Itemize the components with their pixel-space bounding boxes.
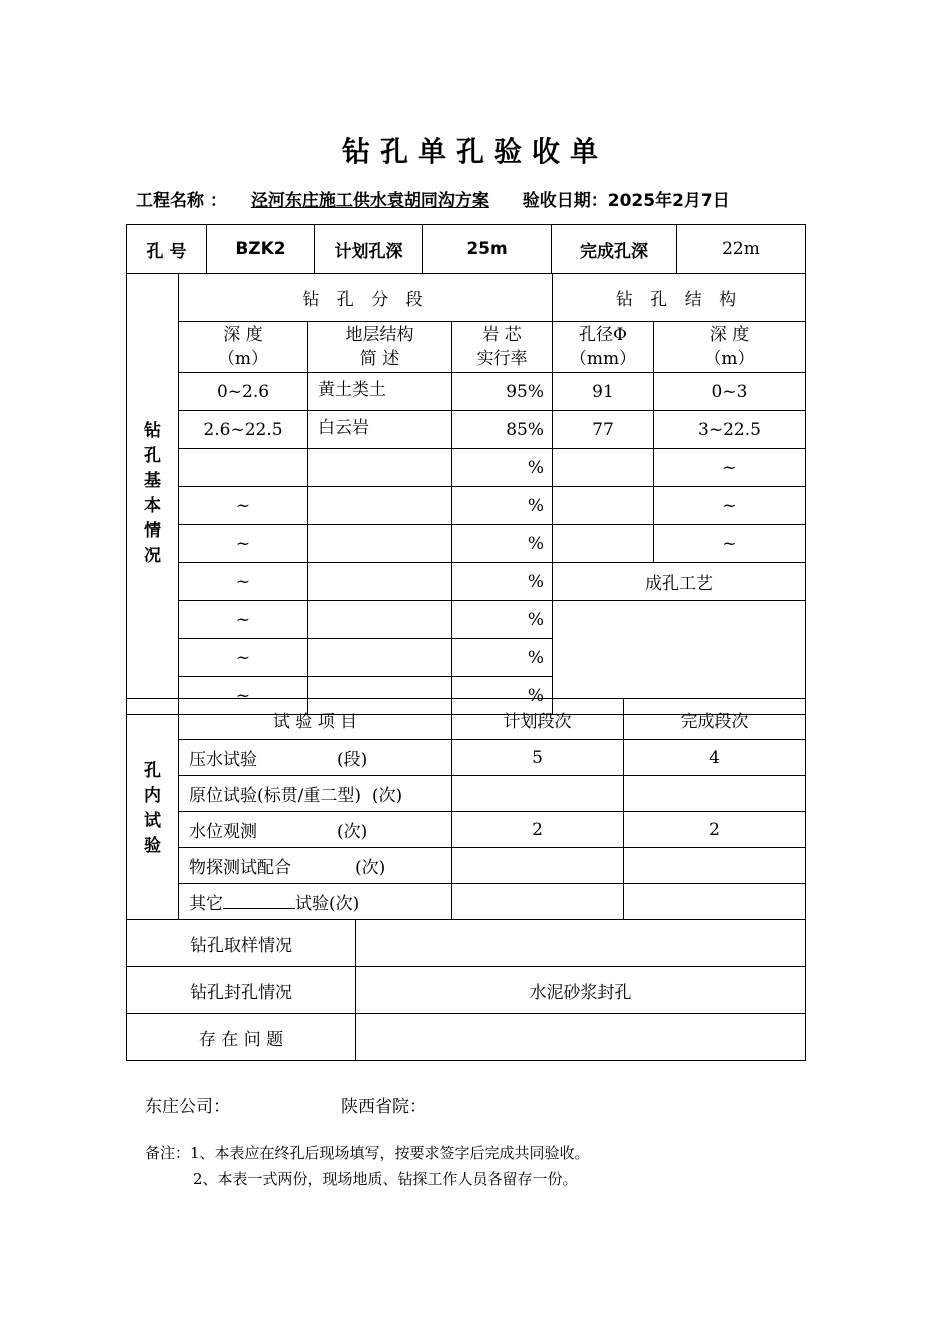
completed-depth-label: 完成孔深: [552, 225, 677, 274]
issues-label: 存 在 问 题: [127, 1014, 356, 1061]
planned-cell[interactable]: [452, 848, 624, 884]
col-strata-header: 地层结构 简 述: [308, 322, 452, 373]
col-item-header: 试 验 项 目: [179, 699, 452, 740]
col-done-header: 完成段次: [624, 699, 806, 740]
table-row: [127, 967, 806, 1014]
core-cell[interactable]: 85%: [452, 411, 553, 449]
strata-cell[interactable]: 黄土类土: [308, 373, 452, 411]
depth-cell[interactable]: ~: [179, 487, 308, 525]
depth-cell[interactable]: [179, 449, 308, 487]
planned-cell[interactable]: [452, 884, 624, 920]
col-struct-depth-header: 深 度 （m）: [654, 322, 806, 373]
strata-cell[interactable]: [308, 563, 452, 601]
sealing-label: 钻孔封孔情况: [127, 967, 356, 1014]
date-value: 2025年2月7日: [607, 191, 730, 211]
struct-depth-cell[interactable]: ~: [654, 449, 806, 487]
date-label: 验收日期：: [522, 191, 608, 211]
header-row: [127, 225, 806, 274]
tests-side-label: 孔 内 试 验: [127, 699, 179, 920]
done-cell[interactable]: [624, 884, 806, 920]
note-line-2: 2、本表一式两份，现场地质、钻探工作人员各留存一份。: [193, 1170, 578, 1188]
table-row: [127, 601, 806, 639]
struct-depth-cell[interactable]: 0~3: [654, 373, 806, 411]
table-row: [127, 920, 806, 967]
test-item-cell: 水位观测 (次): [179, 812, 452, 848]
strata-cell[interactable]: [308, 639, 452, 677]
basic-info-table: [126, 273, 806, 715]
planned-cell[interactable]: 5: [452, 740, 624, 776]
planned-cell[interactable]: [452, 776, 624, 812]
table-row: [127, 812, 806, 848]
sampling-label: 钻孔取样情况: [127, 920, 356, 967]
table-row: [127, 740, 806, 776]
page-title: 钻孔单孔验收单: [341, 135, 608, 168]
note-line-1: 备注：1、本表应在终孔后现场填写，按要求签字后完成共同验收。: [145, 1144, 590, 1162]
col-core-header: 岩 芯 实行率: [452, 322, 553, 373]
test-item-cell: 压水试验 (段): [179, 740, 452, 776]
core-cell[interactable]: %: [452, 449, 553, 487]
struct-depth-cell[interactable]: ~: [654, 525, 806, 563]
done-cell[interactable]: 4: [624, 740, 806, 776]
depth-cell[interactable]: 2.6~22.5: [179, 411, 308, 449]
section-header: 钻 孔 分 段: [179, 274, 553, 322]
col-planned-header: 计划段次: [452, 699, 624, 740]
test-item-cell: 其它 试验(次): [179, 884, 452, 920]
project-name: 泾河东庄施工供水袁胡同沟方案: [250, 191, 489, 211]
col-diameter-header: 孔径Φ （mm）: [553, 322, 654, 373]
table-row: [127, 848, 806, 884]
hole-no-value[interactable]: BZK2: [207, 225, 315, 274]
completed-depth-value[interactable]: 22m: [677, 225, 806, 274]
col-depth-header: 深 度 （m）: [179, 322, 308, 373]
signature-line: [145, 1092, 426, 1117]
diameter-cell[interactable]: 91: [553, 373, 654, 411]
test-item-cell: 物探测试配合 (次): [179, 848, 452, 884]
process-label: 成孔工艺: [553, 563, 806, 601]
depth-cell[interactable]: ~: [179, 677, 308, 715]
core-cell[interactable]: %: [452, 563, 553, 601]
header-table: [126, 224, 806, 274]
test-item-cell: 原位试验(标贯/重二型) (次): [179, 776, 452, 812]
issues-value[interactable]: [356, 1014, 806, 1061]
depth-cell[interactable]: ~: [179, 563, 308, 601]
project-label: 工程名称 ：: [136, 191, 227, 211]
hole-no-label: 孔 号: [127, 225, 207, 274]
structure-header: 钻 孔 结 构: [553, 274, 806, 322]
company-signature-label: 东庄公司：: [145, 1097, 230, 1117]
table-row: [127, 1014, 806, 1061]
planned-cell[interactable]: 2: [452, 812, 624, 848]
table-row: [127, 563, 806, 601]
table-row: [127, 525, 806, 563]
diameter-cell[interactable]: [553, 525, 654, 563]
strata-cell[interactable]: [308, 601, 452, 639]
project-info-line: [136, 186, 796, 211]
table-row: [127, 449, 806, 487]
done-cell[interactable]: [624, 848, 806, 884]
basic-side-label: 钻 孔 基 本 情 况: [127, 274, 179, 715]
diameter-cell[interactable]: [553, 449, 654, 487]
planned-depth-value[interactable]: 25m: [423, 225, 552, 274]
table-row: [127, 884, 806, 920]
done-cell[interactable]: 2: [624, 812, 806, 848]
strata-cell[interactable]: [308, 449, 452, 487]
strata-cell[interactable]: 白云岩: [308, 411, 452, 449]
strata-cell[interactable]: [308, 487, 452, 525]
sampling-value[interactable]: [356, 920, 806, 967]
notes: [145, 1140, 590, 1192]
core-cell[interactable]: %: [452, 639, 553, 677]
core-cell[interactable]: %: [452, 601, 553, 639]
sealing-value[interactable]: 水泥砂浆封孔: [356, 967, 806, 1014]
table-row: [127, 373, 806, 411]
diameter-cell[interactable]: [553, 487, 654, 525]
struct-depth-cell[interactable]: ~: [654, 487, 806, 525]
core-cell[interactable]: 95%: [452, 373, 553, 411]
depth-cell[interactable]: ~: [179, 639, 308, 677]
other-test-blank[interactable]: [223, 894, 295, 909]
struct-depth-cell[interactable]: 3~22.5: [654, 411, 806, 449]
summary-table: [126, 919, 806, 1061]
tests-table: [126, 698, 806, 920]
diameter-cell[interactable]: 77: [553, 411, 654, 449]
core-cell[interactable]: %: [452, 487, 553, 525]
done-cell[interactable]: [624, 776, 806, 812]
strata-cell[interactable]: [308, 525, 452, 563]
table-row: [127, 487, 806, 525]
depth-cell[interactable]: ~: [179, 525, 308, 563]
table-row: [127, 411, 806, 449]
planned-depth-label: 计划孔深: [315, 225, 423, 274]
depth-cell[interactable]: 0~2.6: [179, 373, 308, 411]
depth-cell[interactable]: ~: [179, 601, 308, 639]
core-cell[interactable]: %: [452, 525, 553, 563]
table-row: [127, 776, 806, 812]
institute-signature-label: 陕西省院：: [341, 1097, 426, 1117]
core-cell[interactable]: %: [452, 677, 553, 715]
